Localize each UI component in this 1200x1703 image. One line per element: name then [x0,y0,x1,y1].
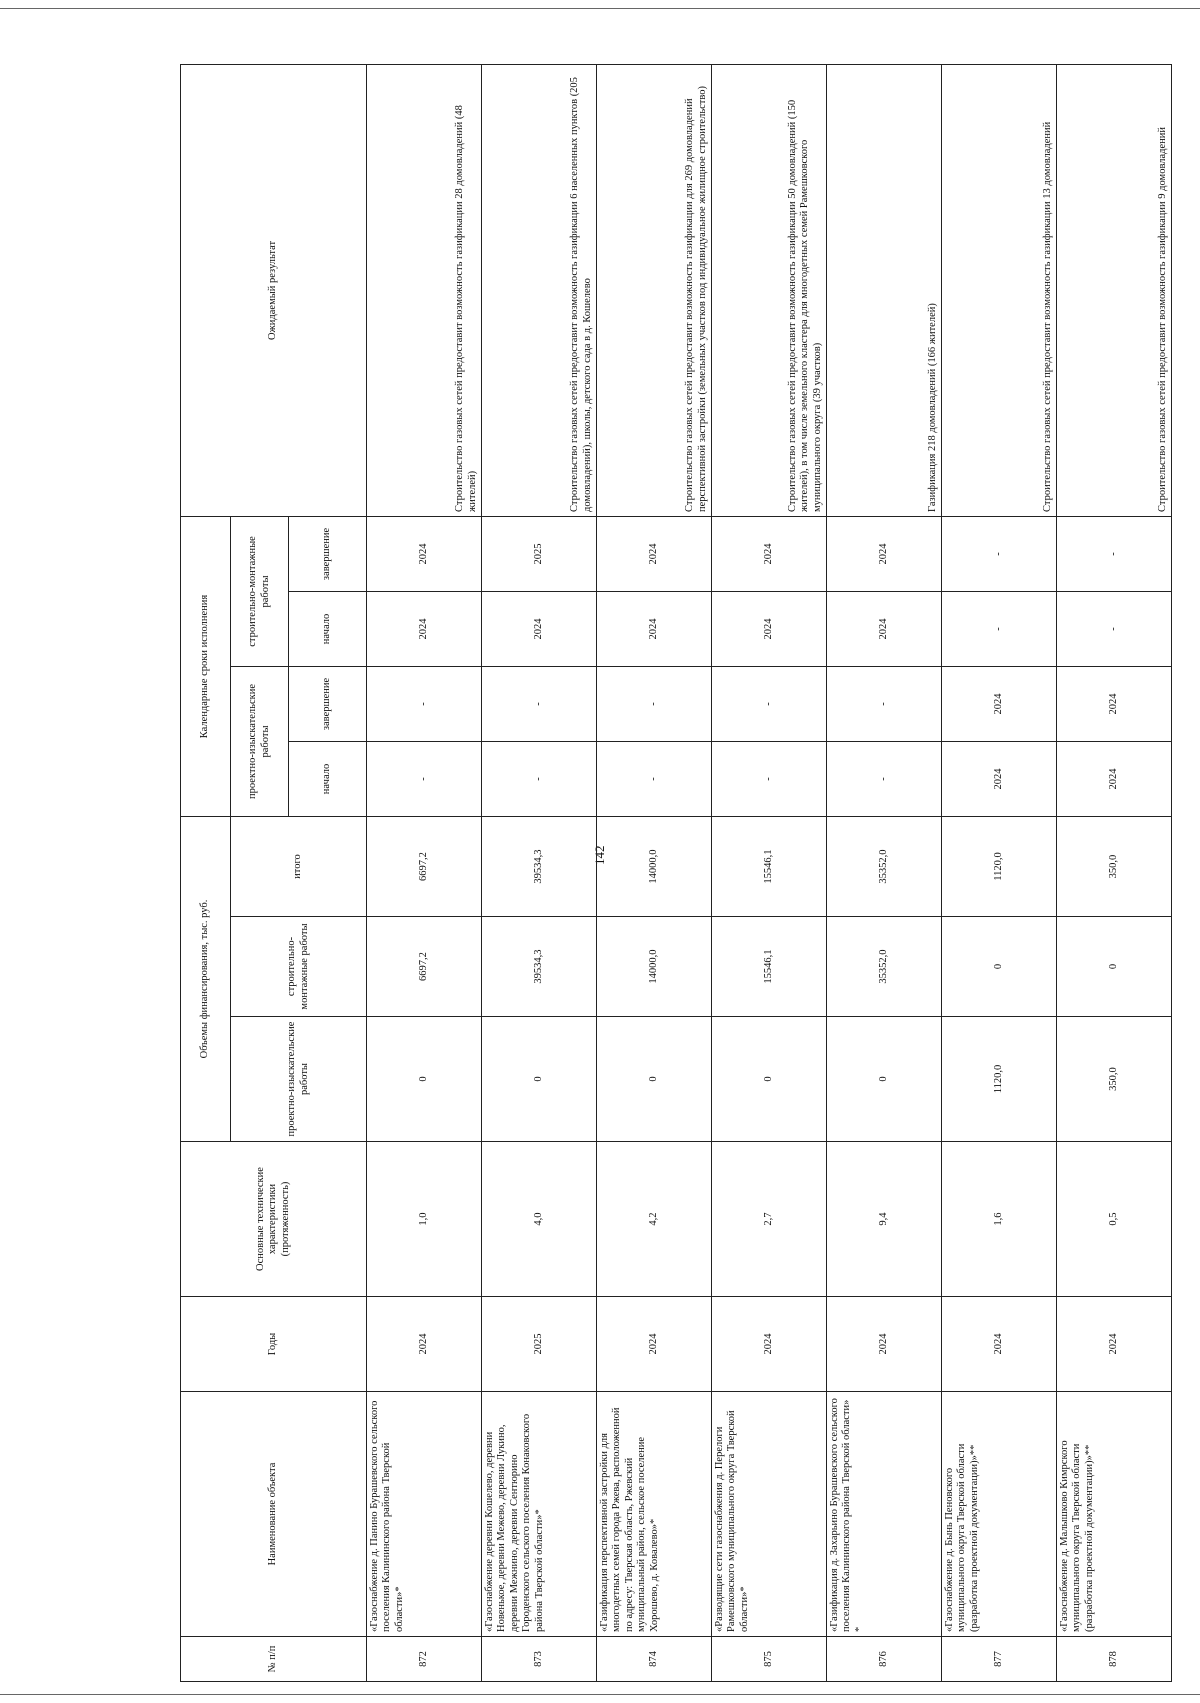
cell-construction-cost: 6697,2 [367,917,482,1017]
cell-construction-cost: 35352,0 [827,917,942,1017]
cell-result: Строительство газовых сетей предоставит возможность газификации для 269 домовладений перспективной застройки (земельных участков под индивидуальное жилищное строительство) [597,64,712,516]
cell-length: 2,7 [712,1142,827,1297]
cell-total: 350,0 [1057,816,1172,916]
header-construction-end: завершение [289,516,367,591]
cell-survey-end: 2024 [942,666,1057,741]
cell-result: Строительство газовых сетей предоставит возможность газификации 13 домовладений [942,64,1057,516]
cell-result: Строительство газовых сетей предоставит возможность газификации 50 домовладений (150 жителей), в том числе земельного кластера для многодетных семей Рамешковского муниципального округа (39 участков) [712,64,827,516]
header-funding-construction: строительно-монтажные работы [231,917,367,1017]
cell-num: 872 [367,1637,482,1682]
cell-total: 35352,0 [827,816,942,916]
cell-survey-cost: 0 [827,1017,942,1142]
cell-year: 2024 [712,1297,827,1392]
scan-edge-bottom [0,1694,1200,1695]
cell-length: 4,2 [597,1142,712,1297]
gasification-table [180,64,1172,1682]
cell-construction-end: 2024 [367,516,482,591]
cell-year: 2024 [367,1297,482,1392]
cell-construction-cost: 0 [942,917,1057,1017]
cell-survey-cost: 0 [712,1017,827,1142]
cell-survey-cost: 350,0 [1057,1017,1172,1142]
header-survey-end: завершение [289,666,367,741]
cell-length: 1,0 [367,1142,482,1297]
header-funding-total: итого [231,816,367,916]
cell-name: «Газоснабжение д. Бынь Пеновского муниципального округа Тверской области (разработка проектной документации)»** [942,1392,1057,1637]
table-row [597,64,712,1681]
cell-survey-end: 2024 [1057,666,1172,741]
cell-result: Строительство газовых сетей предоставит возможность газификации 28 домовладений (48 жителей) [367,64,482,516]
header-construction-start: начало [289,591,367,666]
cell-construction-cost: 0 [1057,917,1172,1017]
cell-result: Строительство газовых сетей предоставит возможность газификации 6 населенных пунктов (205 домовладений), школы, детского сада в д. Кошелево [482,64,597,516]
cell-num: 876 [827,1637,942,1682]
cell-survey-cost: 0 [482,1017,597,1142]
cell-survey-end: - [482,666,597,741]
cell-year: 2024 [942,1297,1057,1392]
cell-survey-start: 2024 [942,741,1057,816]
header-specs: Основные технические характеристики (протяженность) [181,1142,367,1297]
cell-construction-cost: 15546,1 [712,917,827,1017]
cell-name: «Газификация перспективной застройки для многодетных семей города Ржева, расположенной по адресу: Тверская область, Ржевский муниципальный район, сельское поселение Хорошево, д. Ковалево»* [597,1392,712,1637]
cell-survey-end: - [712,666,827,741]
cell-length: 0,5 [1057,1142,1172,1297]
cell-name: «Газоснабжение д. Малышково Кимрского муниципального округа Тверской области (разработка проектной документации)»** [1057,1392,1172,1637]
cell-survey-cost: 1120,0 [942,1017,1057,1142]
table-row [827,64,942,1681]
cell-name: «Разводящие сети газоснабжения д. Перелоги Рамешковского муниципального округа Тверской области»* [712,1392,827,1637]
cell-construction-end: 2024 [712,516,827,591]
cell-year: 2024 [827,1297,942,1392]
cell-survey-start: - [597,741,712,816]
cell-construction-end: 2024 [597,516,712,591]
cell-survey-end: - [367,666,482,741]
cell-construction-cost: 39534,3 [482,917,597,1017]
cell-survey-end: - [827,666,942,741]
table-row [1057,64,1172,1681]
cell-year: 2024 [1057,1297,1172,1392]
table-row [942,64,1057,1681]
header-schedule-survey: проектно-изыскательские работы [231,666,289,816]
cell-construction-start: 2024 [597,591,712,666]
cell-num: 877 [942,1637,1057,1682]
rotated-table-container [180,65,1172,1682]
table-row [367,64,482,1681]
cell-survey-start: - [827,741,942,816]
cell-name: «Газоснабжение д. Панино Бурашевского сельского поселения Калининского района Тверской области»* [367,1392,482,1637]
cell-result: Газификация 218 домовладений (166 жителей) [827,64,942,516]
cell-num: 873 [482,1637,597,1682]
cell-survey-cost: 0 [367,1017,482,1142]
header-schedule: Календарные сроки исполнения [181,516,231,816]
cell-year: 2024 [597,1297,712,1392]
cell-length: 9,4 [827,1142,942,1297]
cell-construction-cost: 14000,0 [597,917,712,1017]
cell-total: 39534,3 [482,816,597,916]
cell-construction-start: 2024 [482,591,597,666]
cell-name: «Газификация д. Захарьино Бурашевского сельского поселения Калининского района Тверской области» * [827,1392,942,1637]
cell-result: Строительство газовых сетей предоставит возможность газификации 9 домовладений [1057,64,1172,516]
page-number: 142 [592,845,607,865]
cell-construction-end: 2024 [827,516,942,591]
header-result: Ожидаемый результат [181,64,367,516]
cell-name: «Газоснабжение деревни Кошелево, деревни Новенькое, деревни Межево, деревни Лукино, деревни Межнино, деревни Сентюрино Городенского сельского поселения Конаковского района Тверской области»* [482,1392,597,1637]
cell-num: 874 [597,1637,712,1682]
cell-total: 14000,0 [597,816,712,916]
cell-length: 4,0 [482,1142,597,1297]
cell-construction-start: 2024 [827,591,942,666]
header-years: Годы [181,1297,367,1392]
header-num: № п/п [181,1637,367,1682]
cell-survey-start: - [712,741,827,816]
cell-length: 1,6 [942,1142,1057,1297]
cell-survey-start: 2024 [1057,741,1172,816]
cell-construction-end: - [1057,516,1172,591]
cell-total: 6697,2 [367,816,482,916]
cell-survey-cost: 0 [597,1017,712,1142]
header-funding-survey: проектно-изыскательские работы [231,1017,367,1142]
cell-construction-end: 2025 [482,516,597,591]
header-name: Наименование объекта [181,1392,367,1637]
table-row [482,64,597,1681]
scan-edge-top [0,8,1200,9]
cell-construction-start: 2024 [367,591,482,666]
table-row [712,64,827,1681]
cell-survey-start: - [482,741,597,816]
cell-construction-start: 2024 [712,591,827,666]
cell-survey-start: - [367,741,482,816]
cell-construction-start: - [942,591,1057,666]
cell-survey-end: - [597,666,712,741]
cell-num: 878 [1057,1637,1172,1682]
cell-construction-start: - [1057,591,1172,666]
header-funding: Объемы финансирования, тыс. руб. [181,816,231,1141]
cell-num: 875 [712,1637,827,1682]
cell-construction-end: - [942,516,1057,591]
header-survey-start: начало [289,741,367,816]
cell-year: 2025 [482,1297,597,1392]
cell-total: 15546,1 [712,816,827,916]
header-schedule-construction: строительно-монтажные работы [231,516,289,666]
cell-total: 1120,0 [942,816,1057,916]
